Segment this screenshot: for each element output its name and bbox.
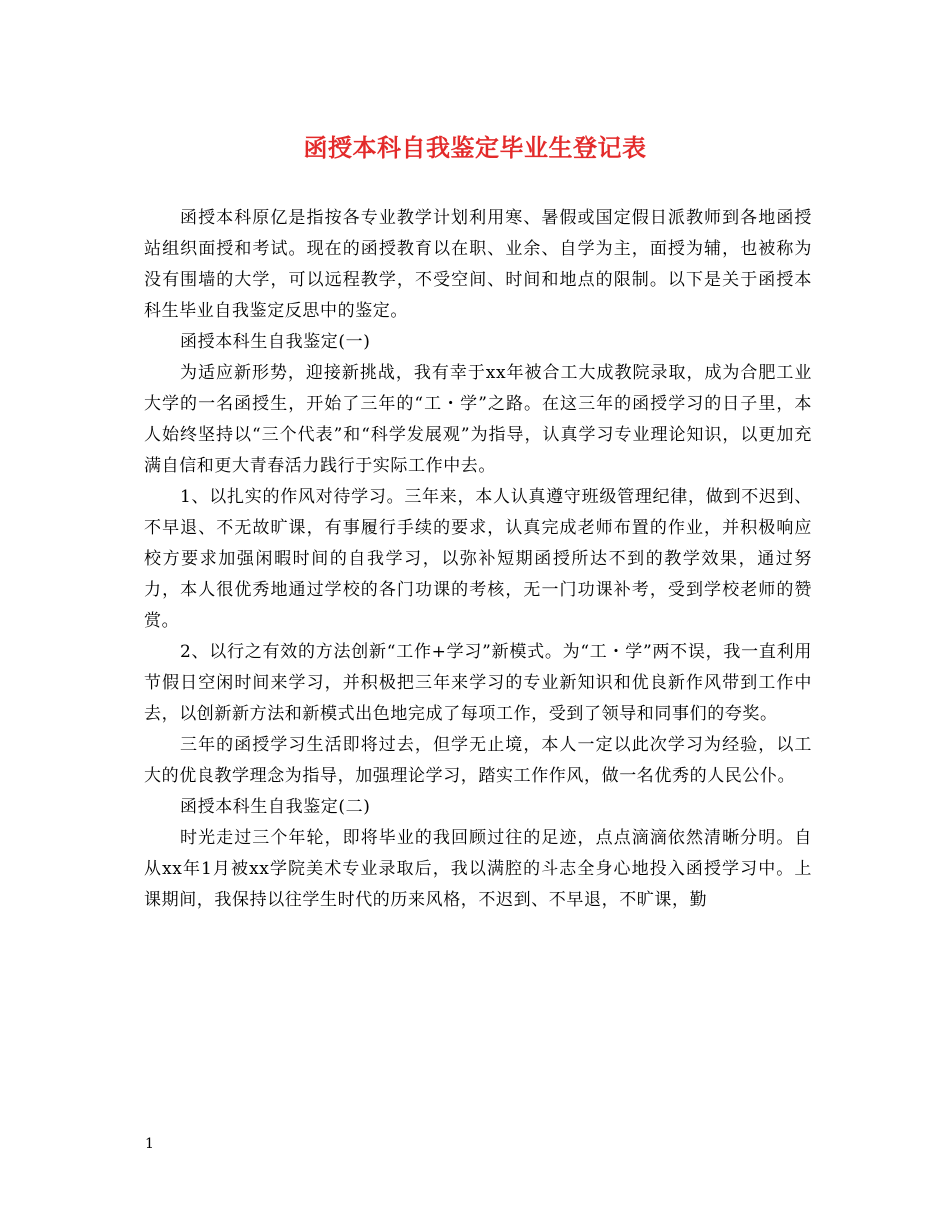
intro-paragraph: 函授本科原亿是指按各专业教学计划利用寒、暑假或国定假日派教师到各地函授站组织面授和考试。现在的函授教育以在职、业余、自学为主，面授为辅，也被称为没有围墙的大学，可以远程教学，不受空间、时间和地点的限制。以下是关于函授本科生毕业自我鉴定反思中的鉴定。 (144, 208, 812, 321)
paragraph: 时光走过三个年轮，即将毕业的我回顾过往的足迹，点点滴滴依然清晰分明。自从xx年1月被xx学院美术专业录取后，我以满腔的斗志全身心地投入函授学习中。上课期间，我保持以往学生时代的历来风格，不迟到、不早退，不旷课，勤 (144, 828, 812, 910)
section-heading-2: 函授本科生自我鉴定(二) (180, 797, 371, 817)
paragraph: 2、以行之有效的方法创新“工作+学习”新模式。为“工・学”两不误，我一直利用节假日空闲时间来学习，并积极把三年来学习的专业新知识和优良新作风带到工作中去，以创新新方法和新模式出色地完成了每项工作，受到了领导和同事们的夸奖。 (144, 642, 812, 724)
paragraph: 为适应新形势，迎接新挑战，我有幸于xx年被合工大成教院录取，成为合肥工业大学的一名函授生，开始了三年的“工・学”之路。在这三年的函授学习的日子里，本人始终坚持以“三个代表”和“科学发展观”为指导，认真学习专业理论知识，以更加充满自信和更大青春活力践行于实际工作中去。 (144, 363, 812, 476)
paragraph: 1、以扎实的作风对待学习。三年来，本人认真遵守班级管理纪律，做到不迟到、不早退、不无故旷课，有事履行手续的要求，认真完成老师布置的作业，并积极响应校方要求加强闲暇时间的自我学习，以弥补短期函授所达不到的教学效果，通过努力，本人很优秀地通过学校的各门功课的考核，无一门功课补考，受到学校老师的赞赏。 (144, 487, 812, 631)
document-title: 函授本科自我鉴定毕业生登记表 (303, 133, 647, 162)
paragraph: 三年的函授学习生活即将过去，但学无止境，本人一定以此次学习为经验，以工大的优良教学理念为指导，加强理论学习，踏实工作作风，做一名优秀的人民公仆。 (144, 735, 812, 786)
section-heading-1: 函授本科生自我鉴定(一) (180, 332, 371, 352)
page-number: 1 (145, 1136, 154, 1152)
document-body (144, 203, 812, 916)
